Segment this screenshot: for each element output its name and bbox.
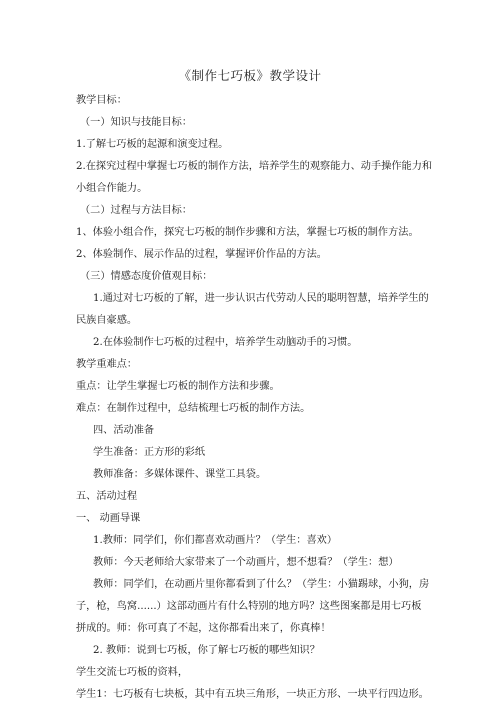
subheading-emotion-goals: （三）情感态度价值观目标： xyxy=(80,271,213,282)
text-line: 民族自豪感。 xyxy=(76,315,138,326)
text-line: 1.通过对七巧板的了解，进一步认识古代劳动人民的聪明智慧，培养学生的 xyxy=(93,293,429,304)
subheading-knowledge-goals: （一）知识与技能目标： xyxy=(80,117,193,128)
heading-activity-process: 五、活动过程 xyxy=(76,491,138,502)
text-line: 重点：让学生掌握七巧板的制作方法和步骤。 xyxy=(76,381,280,392)
text-line: 2.在探究过程中掌握七巧板的制作方法，培养学生的观察能力、动手操作能力和 xyxy=(76,161,433,172)
text-line: 教师：今天老师给大家带来了一个动画片，想不想看？（学生：想） xyxy=(93,557,399,568)
heading-teaching-goals: 教学目标： xyxy=(76,95,127,106)
text-line: 1.教师：同学们，你们都喜欢动画片？（学生：喜欢） xyxy=(93,535,338,546)
text-line: 学生1：七巧板有七块板，其中有五块三角形，一块正方形、一块平行四边形。 xyxy=(76,689,429,700)
subheading-process-goals: （二）过程与方法目标： xyxy=(80,205,193,216)
text-line: 拼成的。师：你可真了不起，这你都看出来了，你真棒！ xyxy=(76,623,331,634)
text-line: 教师：同学们，在动画片里你都看到了什么？（学生：小猫踢球，小狗，房 xyxy=(93,579,430,590)
subheading-animation-intro: 一、 动画导课 xyxy=(76,513,141,524)
text-line: 学生准备：正方形的彩纸 xyxy=(93,447,206,458)
document-title: 《制作七巧板》教学设计 xyxy=(178,68,322,83)
text-line: 2. 教师：说到七巧板，你了解七巧板的哪些知识？ xyxy=(93,645,320,656)
heading-key-points: 教学重难点： xyxy=(76,359,138,370)
text-line: 难点：在制作过程中，总结梳理七巧板的制作方法。 xyxy=(76,403,311,414)
text-line: 1、体验小组合作，探究七巧板的制作步骤和方法，掌握七巧板的制作方法。 xyxy=(76,227,419,238)
text-line: 学生交流七巧板的资料， xyxy=(76,667,189,678)
text-line: 小组合作能力。 xyxy=(76,183,148,194)
text-line: 子，枪，鸟窝......）这部动画片有什么特别的地方吗？这些图案都是用七巧板 xyxy=(76,601,422,612)
text-line: 1.了解七巧板的起源和演变过程。 xyxy=(76,139,229,150)
text-line: 教师准备：多媒体课件、课堂工具袋。 xyxy=(93,469,267,480)
text-line: 2.在体验制作七巧板的过程中，培养学生动脑动手的习惯。 xyxy=(93,337,358,348)
heading-preparation: 四、活动准备 xyxy=(93,425,155,436)
text-line: 2、体验制作、展示作品的过程，掌握评价作品的方法。 xyxy=(76,249,327,260)
